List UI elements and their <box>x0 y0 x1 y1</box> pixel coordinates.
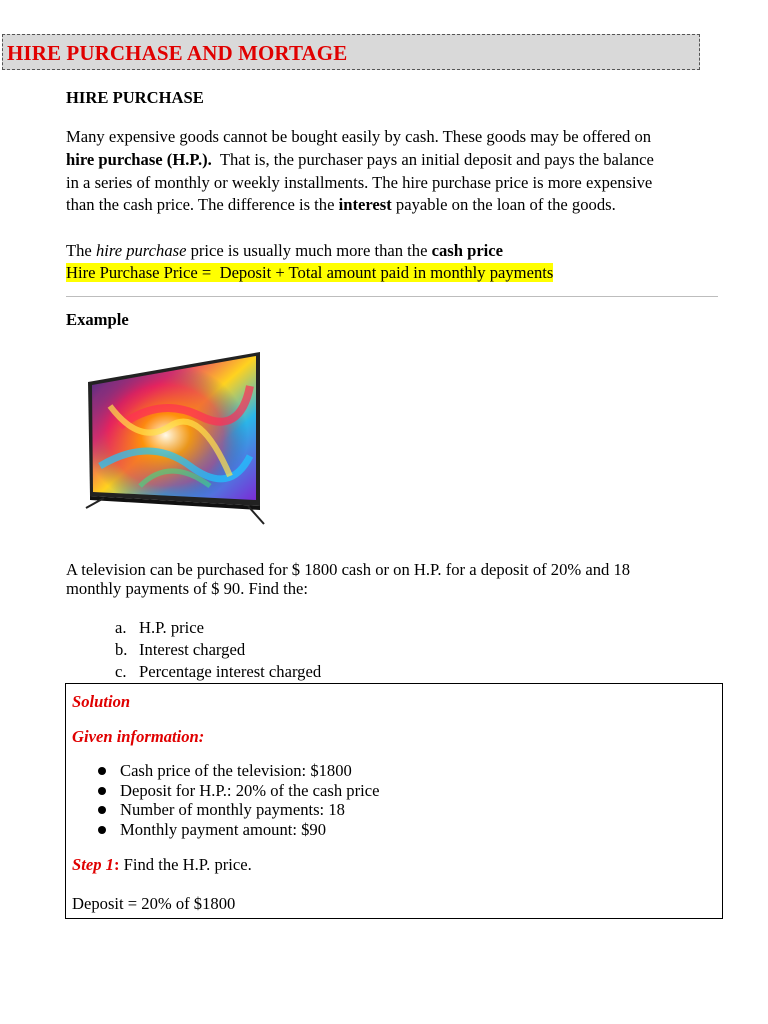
formula-line <box>66 261 553 284</box>
step-text: Find the H.P. price. <box>119 855 252 874</box>
question-text: Percentage interest charged <box>139 662 322 681</box>
intro-line-3: in a series of monthly or weekly installments. The hire purchase price is more expensive <box>66 173 653 192</box>
intro-line-1: Many expensive goods cannot be bought easily by cash. These goods may be offered on <box>66 127 652 146</box>
interest-term: interest <box>338 195 392 214</box>
statement-italic: hire purchase <box>95 241 187 260</box>
given-text: Number of monthly payments: 18 <box>120 800 345 819</box>
problem-line-1: A television can be purchased for $ 1800 cash or on H.P. for a deposit of 20% and 18 <box>66 560 631 579</box>
example-heading: Example <box>66 310 129 329</box>
problem-line-2: monthly payments of $ 90. Find the: <box>66 579 308 598</box>
step-1-line <box>72 853 252 876</box>
step-label: Step 1 <box>72 855 114 874</box>
title-banner <box>2 34 700 70</box>
divider <box>66 296 718 297</box>
bullet-icon <box>98 787 106 795</box>
question-text: H.P. price <box>139 618 204 637</box>
deposit-line: Deposit = 20% of $1800 <box>72 894 236 913</box>
intro-line-4-pre: than the cash price. The difference is the <box>66 195 339 214</box>
formula-highlight: Hire Purchase Price = Deposit + Total amount paid in monthly payments <box>66 263 554 282</box>
question-marker: c. <box>115 662 127 681</box>
question-marker: b. <box>115 640 128 659</box>
statement-mid: price is usually much more than the <box>186 241 432 260</box>
question-text: Interest charged <box>139 640 246 659</box>
statement-bold: cash price <box>431 241 504 260</box>
intro-line-2-rest: That is, the purchaser pays an initial deposit and pays the balance <box>211 150 654 169</box>
bullet-icon <box>98 767 106 775</box>
intro-line-2 <box>66 148 654 171</box>
statement-pre: The <box>66 241 96 260</box>
section-heading: HIRE PURCHASE <box>66 88 204 107</box>
solution-label: Solution <box>72 692 131 711</box>
bullet-icon <box>98 806 106 814</box>
page-title: HIRE PURCHASE AND MORTAGE <box>7 41 348 65</box>
intro-line-4 <box>66 193 616 216</box>
bullet-icon <box>98 826 106 834</box>
solution-box <box>65 683 723 919</box>
question-marker: a. <box>115 618 127 637</box>
statement-line <box>66 239 503 262</box>
given-text: Cash price of the television: $1800 <box>120 761 352 780</box>
given-text: Deposit for H.P.: 20% of the cash price <box>120 781 380 800</box>
given-label: Given information: <box>72 727 205 746</box>
intro-line-4-post: payable on the loan of the goods. <box>391 195 616 214</box>
step-colon: : <box>113 855 120 874</box>
given-text: Monthly payment amount: $90 <box>120 820 327 839</box>
hp-term: hire purchase (H.P.). <box>66 150 212 169</box>
television-image <box>80 346 272 536</box>
